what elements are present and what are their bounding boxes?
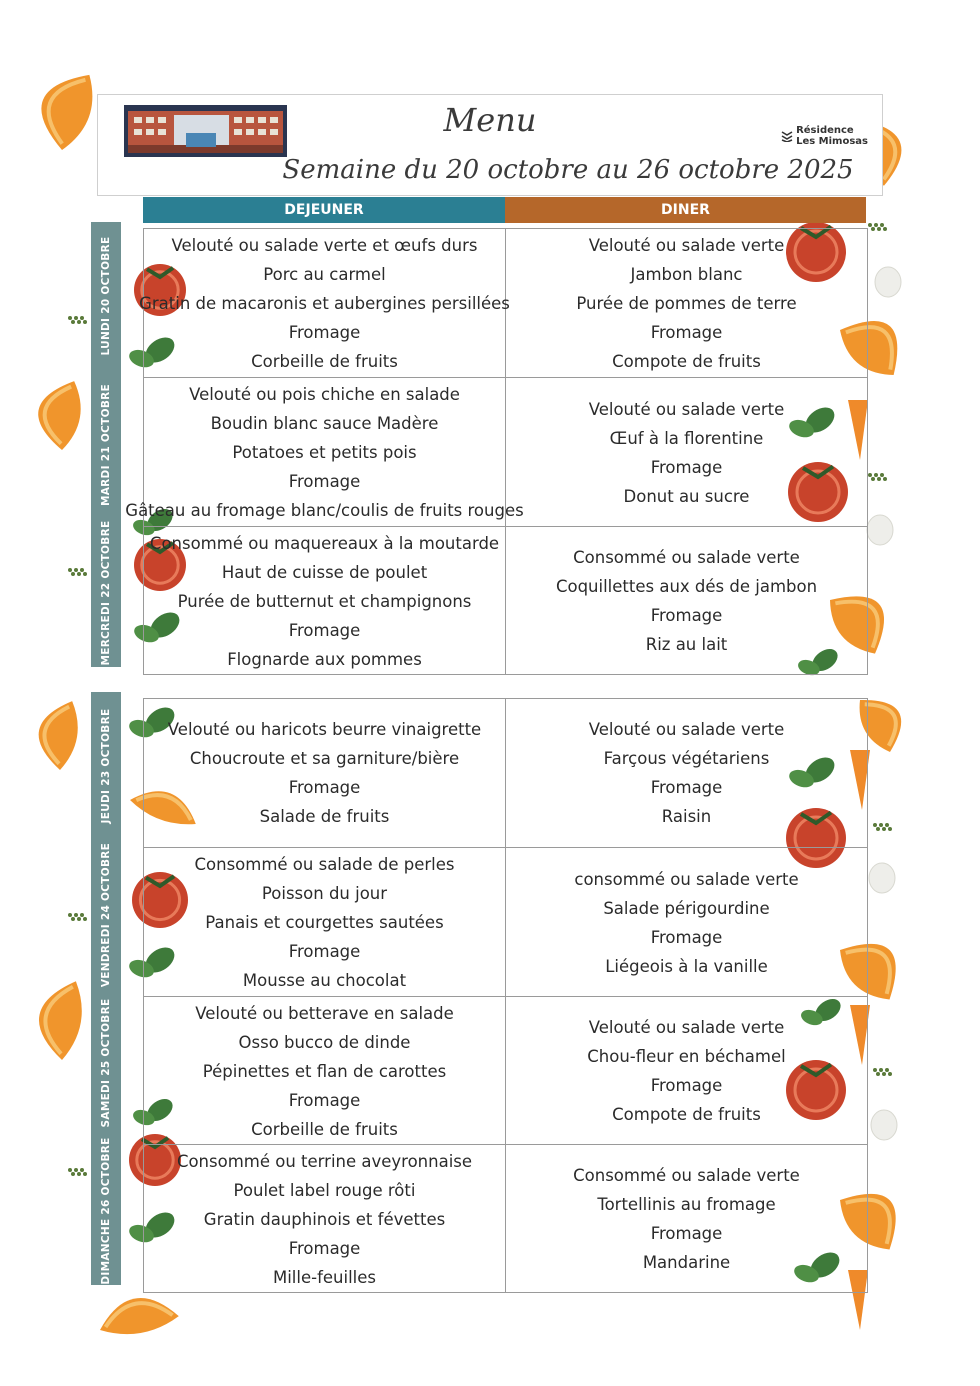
dish-item: Flognarde aux pommes — [227, 649, 422, 669]
dish-item: Fromage — [288, 942, 361, 961]
dish-item: Velouté ou haricots beurre vinaigrette — [167, 720, 482, 739]
dish-item: Fromage — [288, 1090, 361, 1110]
garlic-icon — [867, 515, 893, 545]
dish-item: Boudin blanc sauce Madère — [210, 414, 439, 433]
dish-item: consommé ou salade verte — [574, 869, 799, 889]
lunch-cell — [144, 997, 506, 1145]
dish-item: Velouté ou betterave en salade — [195, 1003, 454, 1023]
herb-sprig-icon — [68, 316, 87, 324]
dish-item: Tortellinis au fromage — [597, 1195, 776, 1214]
dinner-cell — [506, 848, 867, 997]
dish-item: Jambon blanc — [630, 264, 743, 284]
dish-item: Fromage — [650, 927, 723, 947]
residence-logo-icon — [781, 130, 793, 142]
day-label-text: SAMEDI 25 OCTOBRE — [100, 998, 112, 1128]
dish-item: Fromage — [288, 620, 361, 640]
day-label-text: DIMANCHE 26 OCTOBRE — [100, 1137, 112, 1285]
dish-item: Mille-feuilles — [272, 1267, 376, 1287]
dish-item: Purée de pommes de terre — [576, 293, 797, 313]
residence-brand — [781, 125, 868, 147]
day-label-text: MERCREDI 22 OCTOBRE — [100, 520, 112, 666]
dish-item: Donut au sucre — [623, 486, 750, 506]
day-label-text: MARDI 21 OCTOBRE — [100, 383, 112, 506]
dish-item: Velouté ou salade verte — [588, 399, 785, 419]
dish-item: Velouté ou salade verte — [588, 235, 785, 255]
dinner-cell — [506, 229, 867, 377]
dinner-cell — [506, 699, 867, 847]
dish-item: Fromage — [650, 606, 723, 625]
day-row — [144, 526, 867, 675]
lunch-cell — [144, 848, 506, 997]
day-label — [91, 222, 121, 370]
day-row — [144, 847, 867, 997]
dinner-column-label: DINER — [661, 202, 710, 218]
lunch-cell — [144, 1145, 506, 1293]
pumpkin-slice-icon — [32, 376, 86, 452]
week-title: Semaine du 20 octobre au 26 octobre 2025 — [282, 155, 854, 185]
dinner-cell — [506, 1145, 867, 1293]
dish-item: Porc au carmel — [263, 264, 386, 284]
dish-item: Liégeois à la vanille — [605, 956, 768, 976]
dish-item: Fromage — [288, 322, 361, 342]
pumpkin-slice-icon — [33, 696, 83, 772]
lunch-column-label: DEJEUNER — [284, 202, 364, 218]
dish-item: Gâteau au fromage blanc/coulis de fruits rouges — [125, 501, 524, 520]
day-row — [144, 699, 867, 847]
dish-item: Salade de fruits — [259, 807, 390, 826]
day-label-text: VENDREDI 24 OCTOBRE — [100, 842, 112, 987]
dish-item: Osso bucco de dinde — [238, 1032, 411, 1052]
dish-item: Purée de butternut et champignons — [177, 591, 472, 611]
pumpkin-slice-icon — [29, 63, 102, 155]
dish-item: Consommé ou salade de perles — [194, 855, 455, 874]
dish-item: Consommé ou maquereaux à la moutarde — [149, 533, 500, 553]
dish-item: Fromage — [650, 778, 723, 797]
pumpkin-slice-icon — [32, 976, 87, 1062]
dinner-cell — [506, 527, 867, 675]
dinner-cell — [506, 378, 867, 527]
dish-item: Potatoes et petits pois — [232, 443, 417, 462]
dish-item: Farçous végétariens — [603, 749, 770, 768]
dish-item: Consommé ou salade verte — [573, 1166, 800, 1185]
dish-item: Mandarine — [642, 1253, 731, 1272]
lunch-cell — [139, 229, 510, 377]
lunch-cell — [144, 527, 506, 675]
lunch-column-header — [143, 197, 505, 223]
dish-item: Velouté ou pois chiche en salade — [189, 385, 460, 404]
dish-item: Choucroute et sa garniture/bière — [189, 749, 460, 768]
dish-item: Salade périgourdine — [603, 898, 770, 918]
dish-item: Velouté ou salade verte — [588, 720, 785, 739]
dish-item: Gratin dauphinois et févettes — [203, 1209, 446, 1229]
dish-item: Raisin — [661, 807, 712, 826]
menu-header — [97, 94, 883, 196]
dish-item: Fromage — [650, 322, 723, 342]
brand-line-2: Les Mimosas — [796, 136, 868, 147]
dish-item: Pépinettes et flan de carottes — [202, 1061, 447, 1081]
day-label — [91, 519, 121, 667]
dinner-column-header — [505, 197, 866, 223]
dish-item: Corbeille de fruits — [251, 1119, 398, 1139]
dish-item: Fromage — [650, 1076, 723, 1095]
dish-item: Mousse au chocolat — [242, 971, 407, 990]
dinner-cell — [506, 997, 867, 1145]
dish-item: Consommé ou terrine aveyronnaise — [176, 1151, 473, 1171]
dish-item: Fromage — [650, 1224, 723, 1243]
dish-item: Consommé ou salade verte — [573, 548, 800, 567]
garlic-icon — [869, 863, 895, 893]
herb-sprig-icon — [68, 568, 87, 576]
day-label — [91, 840, 121, 989]
dish-item: Poisson du jour — [261, 884, 388, 903]
garlic-icon — [875, 267, 901, 297]
herb-sprig-icon — [868, 223, 887, 231]
dish-item: Fromage — [288, 472, 361, 491]
menu-title: Menu — [443, 101, 537, 139]
lunch-cell — [125, 378, 524, 527]
dish-item: Chou-fleur en béchamel — [587, 1047, 786, 1066]
dish-item: Fromage — [650, 457, 723, 477]
dish-item: Gratin de macaronis et aubergines persillées — [139, 293, 510, 313]
dish-item: Corbeille de fruits — [251, 351, 398, 371]
brand-line-1: Résidence — [796, 125, 854, 136]
dish-item: Velouté ou salade verte et œufs durs — [171, 235, 478, 255]
pumpkin-slice-icon — [96, 1291, 181, 1339]
dish-item: Compote de fruits — [612, 351, 761, 371]
dish-item: Velouté ou salade verte — [588, 1018, 785, 1037]
day-label — [91, 1137, 121, 1285]
day-label-text: JEUDI 23 OCTOBRE — [100, 708, 112, 824]
day-row — [139, 229, 867, 377]
menu-grid-week-part-2 — [143, 698, 868, 1293]
day-row — [125, 377, 867, 527]
day-label — [91, 370, 121, 519]
herb-sprig-icon — [873, 823, 892, 831]
day-row — [144, 1144, 867, 1293]
day-row — [144, 996, 867, 1145]
dish-item: Poulet label rouge rôti — [233, 1180, 416, 1200]
menu-grid-week-part-1 — [125, 228, 868, 675]
dish-item: Fromage — [288, 778, 361, 797]
dish-item: Coquillettes aux dés de jambon — [555, 577, 818, 596]
dish-item: Riz au lait — [645, 635, 728, 654]
dish-item: Fromage — [288, 1238, 361, 1258]
dish-item: Panais et courgettes sautées — [205, 913, 444, 932]
herb-sprig-icon — [868, 473, 887, 481]
dish-item: Compote de fruits — [612, 1105, 761, 1124]
herb-sprig-icon — [873, 1068, 892, 1076]
lunch-cell — [144, 699, 506, 847]
garlic-icon — [871, 1110, 897, 1140]
day-label-text: LUNDI 20 OCTOBRE — [100, 236, 112, 356]
day-label — [91, 692, 121, 840]
herb-sprig-icon — [68, 1168, 87, 1176]
dish-item: Œuf à la florentine — [609, 428, 764, 448]
dish-item: Haut de cuisse de poulet — [221, 562, 428, 582]
day-label — [91, 989, 121, 1137]
herb-sprig-icon — [68, 913, 87, 921]
